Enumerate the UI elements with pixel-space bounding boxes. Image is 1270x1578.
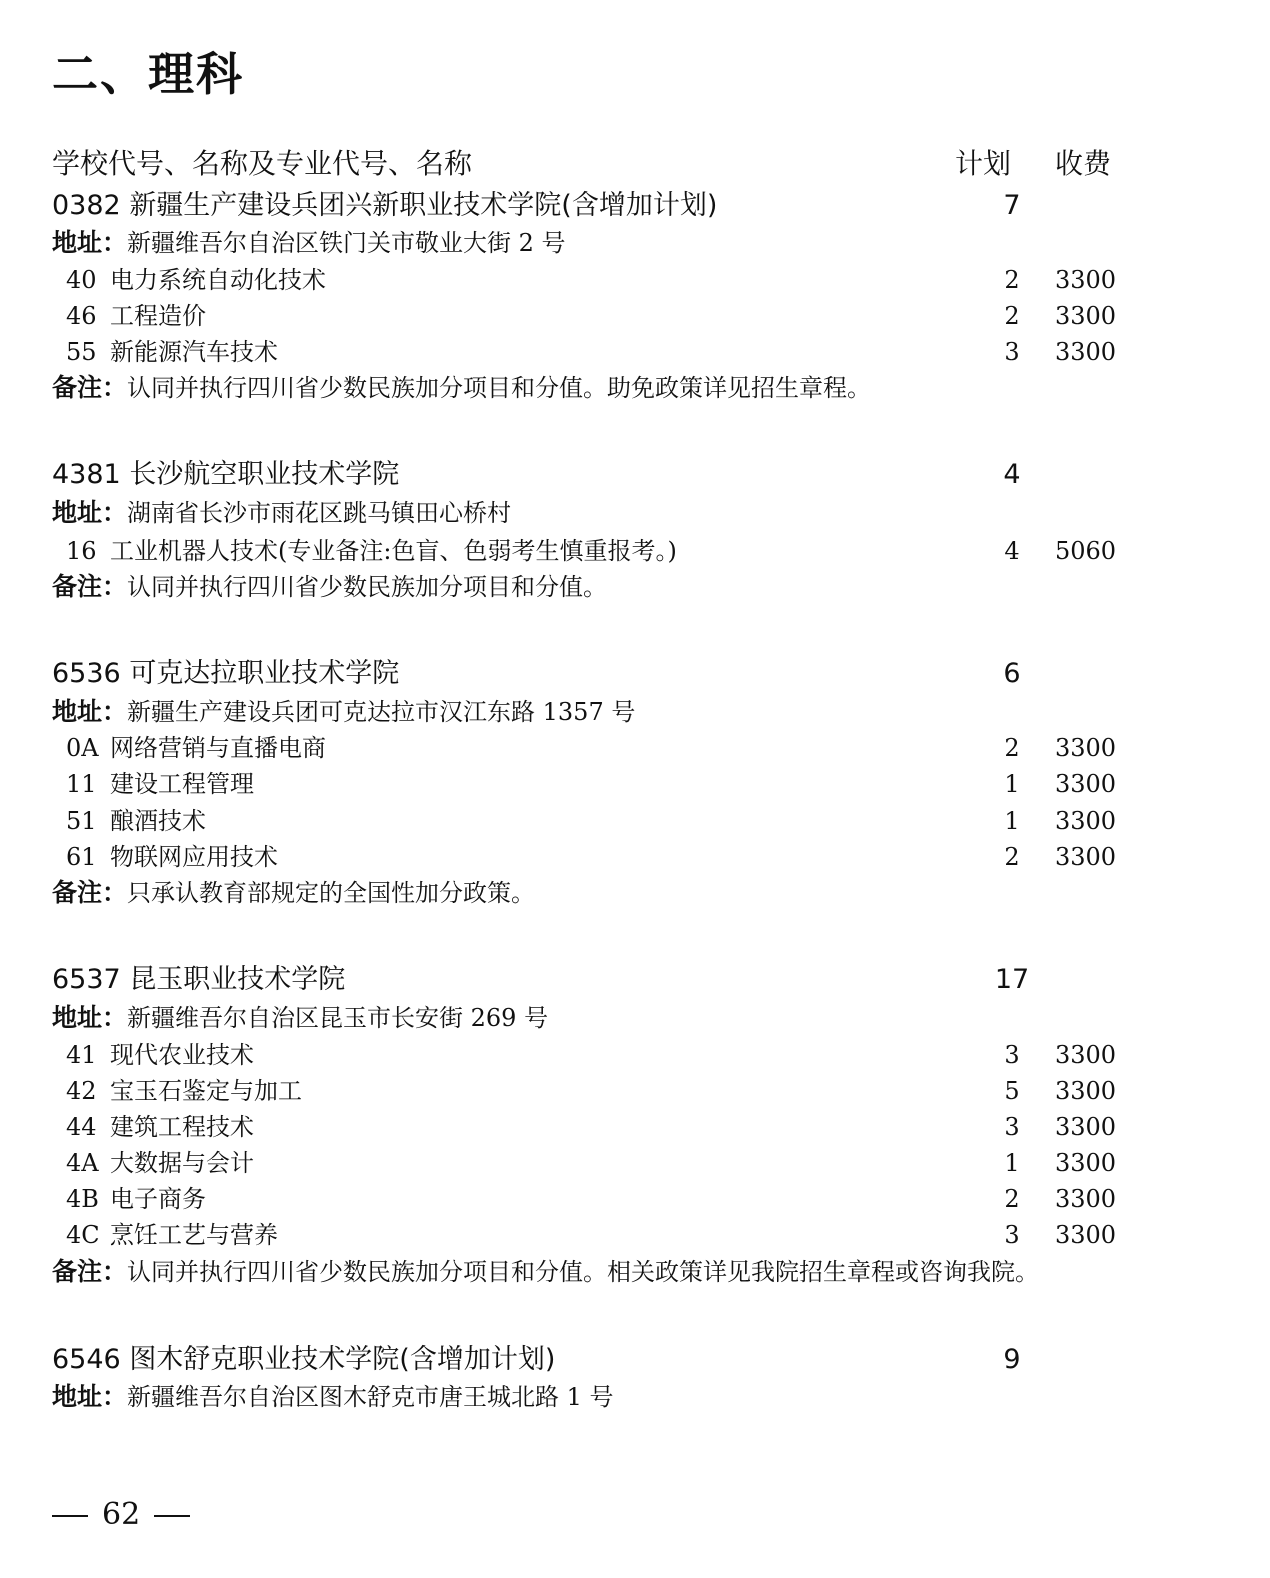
major-row	[0, 766, 1270, 802]
major-fee: 3300	[1055, 1077, 1117, 1105]
address-text: 新疆维吾尔自治区昆玉市长安街 269 号	[127, 1004, 549, 1032]
major-name: 大数据与会计	[110, 1149, 254, 1177]
major-fee: 3300	[1055, 770, 1117, 798]
major-code: 44	[66, 1113, 97, 1141]
school-title	[52, 962, 345, 998]
major-plan: 1	[1004, 807, 1020, 835]
school-row	[0, 962, 1270, 998]
school-plan: 17	[994, 964, 1030, 995]
school-row	[0, 188, 1270, 224]
major-fee: 3300	[1055, 1113, 1117, 1141]
major-code: 40	[66, 266, 97, 294]
major-name: 建筑工程技术	[110, 1113, 254, 1141]
school-row	[0, 457, 1270, 493]
school-plan: 6	[1003, 658, 1021, 689]
major-code: 61	[66, 843, 97, 871]
address-label: 地址：	[52, 697, 128, 726]
note-text: 只承认教育部规定的全国性加分政策。	[127, 879, 536, 907]
school-note-row	[0, 875, 1270, 911]
major-row	[0, 839, 1270, 875]
footer-dash-right	[154, 1515, 190, 1517]
note-label: 备注：	[52, 878, 128, 907]
major-name: 烹饪工艺与营养	[110, 1221, 278, 1249]
section-title: 二、理科	[52, 47, 244, 101]
school-note	[52, 875, 535, 911]
note-label: 备注：	[52, 1257, 128, 1286]
school-note	[52, 569, 607, 605]
major-plan: 1	[1004, 770, 1020, 798]
major-row	[0, 1217, 1270, 1253]
major-fee: 3300	[1055, 338, 1117, 366]
school-address-row	[0, 495, 1270, 531]
major-code: 4C	[66, 1221, 100, 1249]
address-text: 新疆维吾尔自治区图木舒克市唐王城北路 1 号	[127, 1383, 614, 1411]
school-address	[52, 495, 511, 531]
major-fee: 3300	[1055, 734, 1117, 762]
table-header	[0, 146, 1270, 182]
major-row	[0, 1109, 1270, 1145]
major-code: 4A	[66, 1149, 99, 1177]
major-name: 网络营销与直播电商	[110, 734, 326, 762]
school-code: 4381	[52, 459, 121, 490]
school-row	[0, 1342, 1270, 1378]
major-name: 电子商务	[110, 1185, 206, 1213]
major-name: 酿酒技术	[110, 807, 206, 835]
school-plan: 7	[1003, 190, 1021, 221]
school-address	[52, 1000, 548, 1036]
major-plan: 5	[1004, 1077, 1020, 1105]
major-name: 新能源汽车技术	[110, 338, 278, 366]
major-code: 42	[66, 1077, 97, 1105]
major-code: 51	[66, 807, 97, 835]
major-code: 16	[66, 537, 97, 565]
major-plan: 1	[1004, 1149, 1020, 1177]
address-label: 地址：	[52, 228, 128, 257]
major-row	[0, 803, 1270, 839]
major-fee: 3300	[1055, 843, 1117, 871]
major-fee: 3300	[1055, 1185, 1117, 1213]
address-text: 新疆生产建设兵团可克达拉市汉江东路 1357 号	[127, 698, 636, 726]
major-fee: 3300	[1055, 807, 1117, 835]
major-plan: 2	[1004, 843, 1020, 871]
major-code: 46	[66, 302, 97, 330]
major-name: 现代农业技术	[110, 1041, 254, 1069]
major-code: 11	[66, 770, 97, 798]
major-row	[0, 1145, 1270, 1181]
major-plan: 2	[1004, 734, 1020, 762]
major-row	[0, 334, 1270, 370]
note-label: 备注：	[52, 572, 128, 601]
major-fee: 5060	[1055, 537, 1117, 565]
major-fee: 3300	[1055, 1041, 1117, 1069]
school-address	[52, 1379, 614, 1415]
school-name: 可克达拉职业技术学院	[129, 658, 400, 689]
school-title	[52, 457, 399, 493]
major-code: 4B	[66, 1185, 99, 1213]
note-label: 备注：	[52, 373, 128, 402]
school-address-row	[0, 1379, 1270, 1415]
address-label: 地址：	[52, 1382, 128, 1411]
school-address-row	[0, 1000, 1270, 1036]
school-name: 图木舒克职业技术学院(含增加计划)	[129, 1344, 556, 1375]
school-note	[52, 1254, 1039, 1290]
major-plan: 2	[1004, 302, 1020, 330]
address-label: 地址：	[52, 1003, 128, 1032]
note-text: 认同并执行四川省少数民族加分项目和分值。助免政策详见招生章程。	[127, 374, 872, 402]
address-label: 地址：	[52, 498, 128, 527]
major-plan: 2	[1004, 1185, 1020, 1213]
major-row	[0, 1037, 1270, 1073]
major-row	[0, 262, 1270, 298]
major-name: 建设工程管理	[110, 770, 254, 798]
major-name: 工业机器人技术(专业备注:色盲、色弱考生慎重报考。)	[110, 537, 677, 565]
page-footer	[52, 1497, 204, 1532]
school-name: 长沙航空职业技术学院	[129, 459, 400, 490]
major-fee: 3300	[1055, 1149, 1117, 1177]
school-name: 新疆生产建设兵团兴新职业技术学院(含增加计划)	[129, 190, 718, 221]
school-address-row	[0, 225, 1270, 261]
major-name: 宝玉石鉴定与加工	[110, 1077, 302, 1105]
major-plan: 3	[1004, 1221, 1020, 1249]
school-title	[52, 188, 717, 224]
major-fee: 3300	[1055, 302, 1117, 330]
major-plan: 3	[1004, 1041, 1020, 1069]
header-plan-col: 计划	[955, 147, 1012, 180]
school-address-row	[0, 694, 1270, 730]
school-code: 6536	[52, 658, 121, 689]
major-name: 电力系统自动化技术	[110, 266, 326, 294]
footer-dash-left	[52, 1515, 88, 1517]
school-name: 昆玉职业技术学院	[129, 964, 346, 995]
major-name: 工程造价	[110, 302, 206, 330]
major-row	[0, 533, 1270, 569]
school-note-row	[0, 1254, 1270, 1290]
major-row	[0, 1181, 1270, 1217]
school-address	[52, 694, 635, 730]
major-row	[0, 1073, 1270, 1109]
note-text: 认同并执行四川省少数民族加分项目和分值。相关政策详见我院招生章程或咨询我院。	[127, 1258, 1040, 1286]
school-title	[52, 656, 399, 692]
school-title	[52, 1342, 555, 1378]
major-code: 0A	[66, 734, 99, 762]
school-code: 0382	[52, 190, 121, 221]
major-fee: 3300	[1055, 1221, 1117, 1249]
major-name: 物联网应用技术	[110, 843, 278, 871]
major-plan: 3	[1004, 1113, 1020, 1141]
major-row	[0, 298, 1270, 334]
major-row	[0, 730, 1270, 766]
major-plan: 4	[1004, 537, 1020, 565]
school-note-row	[0, 370, 1270, 406]
header-name-col: 学校代号、名称及专业代号、名称	[52, 147, 473, 180]
school-address	[52, 225, 566, 261]
note-text: 认同并执行四川省少数民族加分项目和分值。	[127, 573, 608, 601]
major-plan: 3	[1004, 338, 1020, 366]
address-text: 新疆维吾尔自治区铁门关市敬业大街 2 号	[127, 229, 566, 257]
page-number: 62	[102, 1497, 141, 1532]
school-row	[0, 656, 1270, 692]
school-note	[52, 370, 871, 406]
major-code: 55	[66, 338, 97, 366]
major-code: 41	[66, 1041, 97, 1069]
header-fee-col: 收费	[1055, 147, 1112, 180]
address-text: 湖南省长沙市雨花区跳马镇田心桥村	[127, 499, 512, 527]
school-plan: 4	[1003, 459, 1021, 490]
school-plan: 9	[1003, 1344, 1021, 1375]
school-code: 6537	[52, 964, 121, 995]
major-fee: 3300	[1055, 266, 1117, 294]
school-note-row	[0, 569, 1270, 605]
school-code: 6546	[52, 1344, 121, 1375]
major-plan: 2	[1004, 266, 1020, 294]
